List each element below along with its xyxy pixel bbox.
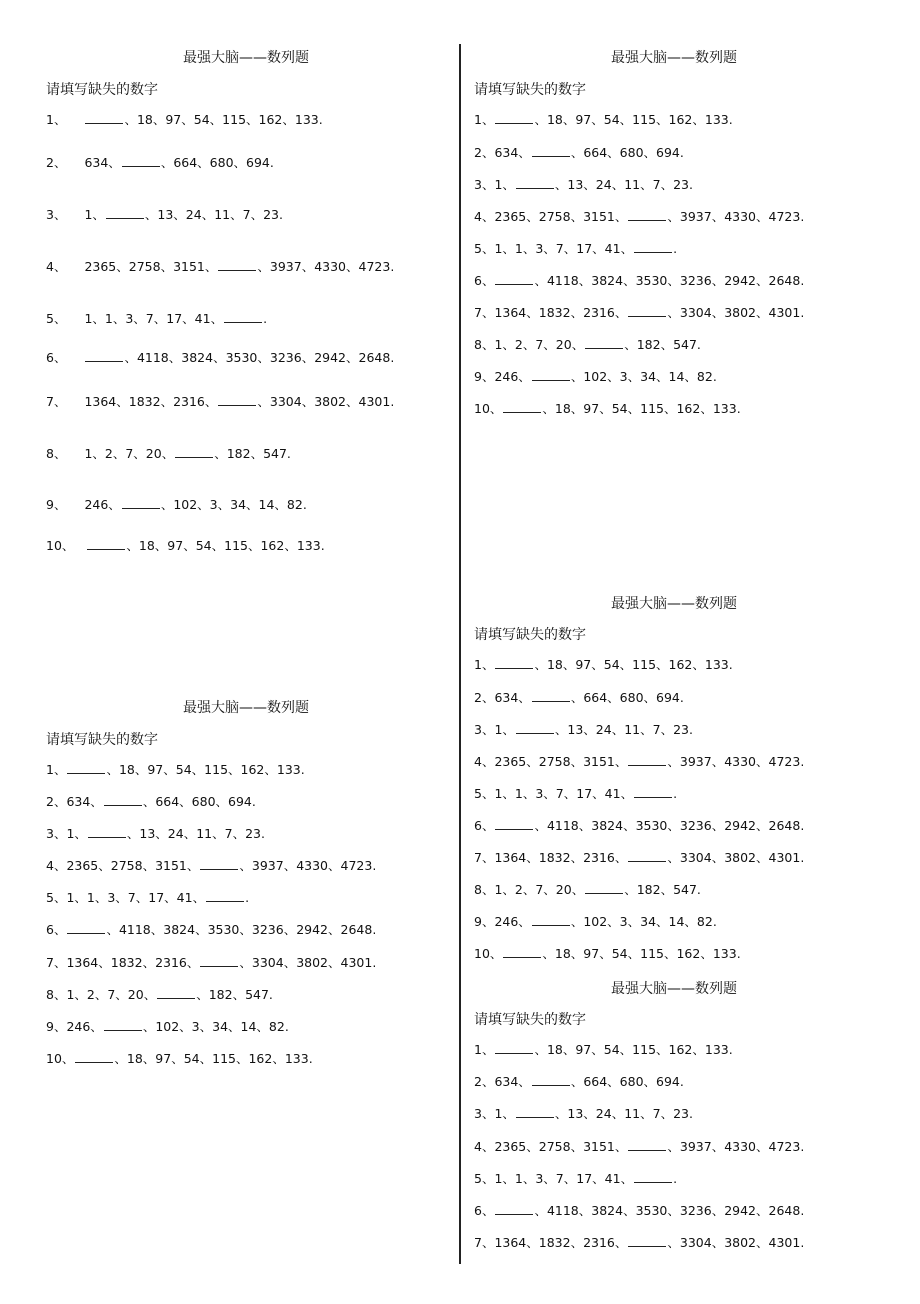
question-number: 4、 xyxy=(474,1139,495,1154)
answer-blank xyxy=(503,946,541,958)
answer-blank xyxy=(200,955,238,967)
sequence-before-blank: 2365、2758、3151、 xyxy=(494,754,628,769)
question-number: 1、 xyxy=(46,112,67,127)
question-number: 4、 xyxy=(474,209,495,224)
sequence-after-blank: 、102、3、34、14、82. xyxy=(142,1019,289,1034)
sequence-after-blank: 、182、547. xyxy=(624,882,701,897)
answer-blank xyxy=(75,1051,113,1063)
answer-blank xyxy=(495,1042,533,1054)
sequence-before-blank: 2365、2758、3151、 xyxy=(84,259,218,274)
sequence-after-blank: 、13、24、11、7、23. xyxy=(554,722,693,737)
question-number: 6、 xyxy=(474,273,495,288)
sequence-after-blank: 、182、547. xyxy=(214,446,291,461)
sequence-after-blank: 、664、680、694. xyxy=(160,155,274,170)
question-number: 2、 xyxy=(474,690,495,705)
sequence-after-blank: 、4118、3824、3530、3236、2942、2648. xyxy=(124,350,395,365)
sequence-after-blank: 、18、97、54、115、162、133. xyxy=(534,112,733,127)
sequence-after-blank: 、18、97、54、115、162、133. xyxy=(534,657,733,672)
question-row xyxy=(474,1139,804,1155)
question-number: 4、 xyxy=(46,259,67,274)
question-row xyxy=(46,762,305,778)
worksheet-title: 最强大脑——数列题 xyxy=(611,596,737,612)
worksheet-instruction: 请填写缺失的数字 xyxy=(46,82,158,98)
answer-blank xyxy=(104,794,142,806)
question-number: 7、 xyxy=(46,394,67,409)
answer-blank xyxy=(628,850,666,862)
question-number: 1、 xyxy=(474,1042,495,1057)
sequence-before-blank: 246、 xyxy=(66,1019,103,1034)
question-number: 7、 xyxy=(474,850,495,865)
sequence-before-blank: 1、1、3、7、17、41、 xyxy=(84,311,224,326)
sequence-before-blank: 1364、1832、2316、 xyxy=(494,850,628,865)
answer-blank xyxy=(67,762,105,774)
answer-blank xyxy=(585,882,623,894)
sequence-after-blank: 、664、680、694. xyxy=(570,690,684,705)
sequence-after-blank: 、18、97、54、115、162、133. xyxy=(106,762,305,777)
question-row xyxy=(474,145,684,161)
question-number: 8、 xyxy=(46,446,67,461)
sequence-after-blank: 、102、3、34、14、82. xyxy=(570,914,717,929)
sequence-after-blank: 、3937、4330、4723. xyxy=(239,858,377,873)
question-number: 2、 xyxy=(474,145,495,160)
sequence-after-blank: 、18、97、54、115、162、133. xyxy=(534,1042,733,1057)
question-number: 9、 xyxy=(46,1019,67,1034)
question-number: 8、 xyxy=(474,337,495,352)
question-number: 6、 xyxy=(474,818,495,833)
question-row xyxy=(46,538,325,554)
answer-blank xyxy=(495,657,533,669)
answer-blank xyxy=(85,350,123,362)
sequence-after-blank: 、3937、4330、4723. xyxy=(667,1139,805,1154)
answer-blank xyxy=(87,538,125,550)
answer-blank xyxy=(532,914,570,926)
question-number: 5、 xyxy=(474,786,495,801)
answer-blank xyxy=(628,1235,666,1247)
question-number: 10、 xyxy=(46,538,75,553)
sequence-after-blank: 、3304、3802、4301. xyxy=(257,394,395,409)
worksheet-title: 最强大脑——数列题 xyxy=(611,981,737,997)
sequence-after-blank: 、3304、3802、4301. xyxy=(667,305,805,320)
question-number: 1、 xyxy=(474,657,495,672)
sequence-after-blank: . xyxy=(673,241,678,256)
worksheet-title: 最强大脑——数列题 xyxy=(183,50,309,66)
question-number: 5、 xyxy=(474,1171,495,1186)
question-number: 6、 xyxy=(474,1203,495,1218)
question-number: 2、 xyxy=(46,794,67,809)
question-row xyxy=(474,305,804,321)
sequence-before-blank: 1364、1832、2316、 xyxy=(84,394,218,409)
question-row xyxy=(46,497,307,513)
answer-blank xyxy=(628,754,666,766)
answer-blank xyxy=(628,1139,666,1151)
question-number: 8、 xyxy=(46,987,67,1002)
question-row xyxy=(46,922,376,938)
sequence-before-blank: 1、 xyxy=(84,207,105,222)
question-number: 6、 xyxy=(46,350,67,365)
question-row xyxy=(474,273,804,289)
sequence-after-blank: 、13、24、11、7、23. xyxy=(126,826,265,841)
sequence-before-blank: 1364、1832、2316、 xyxy=(494,1235,628,1250)
column-divider xyxy=(459,44,461,1264)
sequence-after-blank: 、102、3、34、14、82. xyxy=(570,369,717,384)
sequence-after-blank: 、3937、4330、4723. xyxy=(667,209,805,224)
question-row xyxy=(474,209,804,225)
question-number: 8、 xyxy=(474,882,495,897)
question-number: 1、 xyxy=(474,112,495,127)
question-row xyxy=(46,890,249,906)
sequence-after-blank: 、664、680、694. xyxy=(142,794,256,809)
sequence-before-blank: 1、 xyxy=(494,177,515,192)
sequence-after-blank: 、4118、3824、3530、3236、2942、2648. xyxy=(534,818,805,833)
question-number: 10、 xyxy=(474,946,503,961)
sequence-before-blank: 1、 xyxy=(494,1106,515,1121)
answer-blank xyxy=(85,112,123,124)
worksheet-instruction: 请填写缺失的数字 xyxy=(474,1012,586,1028)
answer-blank xyxy=(495,273,533,285)
question-row xyxy=(474,241,677,257)
answer-blank xyxy=(634,241,672,253)
question-row xyxy=(474,337,701,353)
question-number: 5、 xyxy=(474,241,495,256)
answer-blank xyxy=(88,826,126,838)
question-number: 3、 xyxy=(46,207,67,222)
answer-blank xyxy=(628,305,666,317)
sequence-after-blank: 、182、547. xyxy=(624,337,701,352)
answer-blank xyxy=(532,145,570,157)
question-number: 10、 xyxy=(474,401,503,416)
sequence-after-blank: 、3304、3802、4301. xyxy=(239,955,377,970)
answer-blank xyxy=(503,401,541,413)
answer-blank xyxy=(157,987,195,999)
sequence-before-blank: 634、 xyxy=(494,690,531,705)
question-row xyxy=(474,1171,677,1187)
question-number: 6、 xyxy=(46,922,67,937)
sequence-after-blank: 、13、24、11、7、23. xyxy=(144,207,283,222)
question-row xyxy=(474,369,717,385)
sequence-after-blank: 、664、680、694. xyxy=(570,145,684,160)
question-row xyxy=(474,1042,733,1058)
question-row xyxy=(474,1203,804,1219)
answer-blank xyxy=(218,259,256,271)
answer-blank xyxy=(218,394,256,406)
sequence-after-blank: 、4118、3824、3530、3236、2942、2648. xyxy=(106,922,377,937)
sequence-after-blank: 、13、24、11、7、23. xyxy=(554,1106,693,1121)
answer-blank xyxy=(495,1203,533,1215)
sequence-before-blank: 246、 xyxy=(84,497,121,512)
question-row xyxy=(46,112,323,128)
sequence-before-blank: 1、 xyxy=(66,826,87,841)
question-number: 9、 xyxy=(474,914,495,929)
answer-blank xyxy=(532,369,570,381)
sequence-after-blank: 、664、680、694. xyxy=(570,1074,684,1089)
sequence-after-blank: . xyxy=(263,311,268,326)
question-number: 2、 xyxy=(46,155,67,170)
question-row xyxy=(46,1051,313,1067)
question-row xyxy=(474,914,717,930)
question-row xyxy=(46,311,267,327)
answer-blank xyxy=(634,786,672,798)
sequence-before-blank: 1、2、7、20、 xyxy=(84,446,175,461)
question-row xyxy=(474,1106,693,1122)
worksheet-instruction: 请填写缺失的数字 xyxy=(474,82,586,98)
answer-blank xyxy=(516,177,554,189)
sequence-before-blank: 1、 xyxy=(494,722,515,737)
question-number: 3、 xyxy=(474,722,495,737)
answer-blank xyxy=(122,155,160,167)
question-row xyxy=(474,690,684,706)
sequence-after-blank: 、3304、3802、4301. xyxy=(667,1235,805,1250)
question-row xyxy=(474,946,741,962)
question-row xyxy=(474,112,733,128)
sequence-before-blank: 1、1、3、7、17、41、 xyxy=(66,890,206,905)
sequence-before-blank: 2365、2758、3151、 xyxy=(494,209,628,224)
sequence-after-blank: 、102、3、34、14、82. xyxy=(160,497,307,512)
sequence-before-blank: 1、1、3、7、17、41、 xyxy=(494,786,634,801)
question-number: 1、 xyxy=(46,762,67,777)
question-number: 5、 xyxy=(46,890,67,905)
sequence-after-blank: 、3304、3802、4301. xyxy=(667,850,805,865)
sequence-after-blank: 、3937、4330、4723. xyxy=(667,754,805,769)
question-row xyxy=(46,1019,289,1035)
sequence-after-blank: 、182、547. xyxy=(196,987,273,1002)
question-row xyxy=(46,858,376,874)
worksheet-title: 最强大脑——数列题 xyxy=(183,700,309,716)
sequence-before-blank: 634、 xyxy=(84,155,121,170)
question-number: 7、 xyxy=(46,955,67,970)
sequence-before-blank: 246、 xyxy=(494,369,531,384)
sequence-after-blank: 、18、97、54、115、162、133. xyxy=(114,1051,313,1066)
question-number: 4、 xyxy=(46,858,67,873)
question-row xyxy=(474,401,741,417)
question-number: 3、 xyxy=(474,177,495,192)
question-number: 5、 xyxy=(46,311,67,326)
question-row xyxy=(474,818,804,834)
answer-blank xyxy=(106,207,144,219)
sequence-before-blank: 1、1、3、7、17、41、 xyxy=(494,241,634,256)
answer-blank xyxy=(532,1074,570,1086)
sequence-before-blank: 634、 xyxy=(66,794,103,809)
answer-blank xyxy=(634,1171,672,1183)
sequence-after-blank: . xyxy=(673,786,678,801)
sequence-before-blank: 634、 xyxy=(494,145,531,160)
answer-blank xyxy=(628,209,666,221)
worksheet-instruction: 请填写缺失的数字 xyxy=(46,732,158,748)
sequence-before-blank: 1、2、7、20、 xyxy=(494,882,585,897)
sequence-before-blank: 1、2、7、20、 xyxy=(494,337,585,352)
sequence-after-blank: 、18、97、54、115、162、133. xyxy=(542,946,741,961)
answer-blank xyxy=(200,858,238,870)
question-row xyxy=(474,786,677,802)
sequence-after-blank: 、4118、3824、3530、3236、2942、2648. xyxy=(534,1203,805,1218)
question-row xyxy=(46,987,273,1003)
question-row xyxy=(474,882,701,898)
sequence-before-blank: 2365、2758、3151、 xyxy=(66,858,200,873)
question-row xyxy=(46,394,394,410)
answer-blank xyxy=(516,722,554,734)
question-number: 2、 xyxy=(474,1074,495,1089)
sequence-after-blank: 、3937、4330、4723. xyxy=(257,259,395,274)
sequence-after-blank: 、18、97、54、115、162、133. xyxy=(542,401,741,416)
question-row xyxy=(474,1074,684,1090)
answer-blank xyxy=(206,890,244,902)
question-row xyxy=(474,657,733,673)
question-row xyxy=(474,722,693,738)
question-row xyxy=(46,259,394,275)
sequence-after-blank: . xyxy=(245,890,250,905)
question-row xyxy=(474,754,804,770)
worksheet-instruction: 请填写缺失的数字 xyxy=(474,627,586,643)
question-number: 7、 xyxy=(474,305,495,320)
sequence-before-blank: 1、2、7、20、 xyxy=(66,987,157,1002)
sequence-before-blank: 246、 xyxy=(494,914,531,929)
question-row xyxy=(46,155,274,171)
question-number: 10、 xyxy=(46,1051,75,1066)
answer-blank xyxy=(585,337,623,349)
sequence-before-blank: 634、 xyxy=(494,1074,531,1089)
sequence-before-blank: 1、1、3、7、17、41、 xyxy=(494,1171,634,1186)
question-row xyxy=(474,1235,804,1251)
answer-blank xyxy=(495,818,533,830)
answer-blank xyxy=(104,1019,142,1031)
answer-blank xyxy=(175,446,213,458)
answer-blank xyxy=(67,922,105,934)
sequence-after-blank: 、4118、3824、3530、3236、2942、2648. xyxy=(534,273,805,288)
question-row xyxy=(46,207,283,223)
question-row xyxy=(46,826,265,842)
question-number: 9、 xyxy=(46,497,67,512)
answer-blank xyxy=(224,311,262,323)
question-row xyxy=(46,350,394,366)
answer-blank xyxy=(495,112,533,124)
question-row xyxy=(46,446,291,462)
worksheet-title: 最强大脑——数列题 xyxy=(611,50,737,66)
sequence-before-blank: 1364、1832、2316、 xyxy=(494,305,628,320)
sequence-before-blank: 1364、1832、2316、 xyxy=(66,955,200,970)
sequence-after-blank: 、18、97、54、115、162、133. xyxy=(124,112,323,127)
question-number: 3、 xyxy=(46,826,67,841)
question-number: 3、 xyxy=(474,1106,495,1121)
question-row xyxy=(474,177,693,193)
answer-blank xyxy=(122,497,160,509)
answer-blank xyxy=(516,1106,554,1118)
question-row xyxy=(46,794,256,810)
question-number: 7、 xyxy=(474,1235,495,1250)
question-number: 9、 xyxy=(474,369,495,384)
sequence-after-blank: 、18、97、54、115、162、133. xyxy=(126,538,325,553)
sequence-after-blank: 、13、24、11、7、23. xyxy=(554,177,693,192)
sequence-before-blank: 2365、2758、3151、 xyxy=(494,1139,628,1154)
question-row xyxy=(46,955,376,971)
sequence-after-blank: . xyxy=(673,1171,678,1186)
answer-blank xyxy=(532,690,570,702)
question-number: 4、 xyxy=(474,754,495,769)
question-row xyxy=(474,850,804,866)
